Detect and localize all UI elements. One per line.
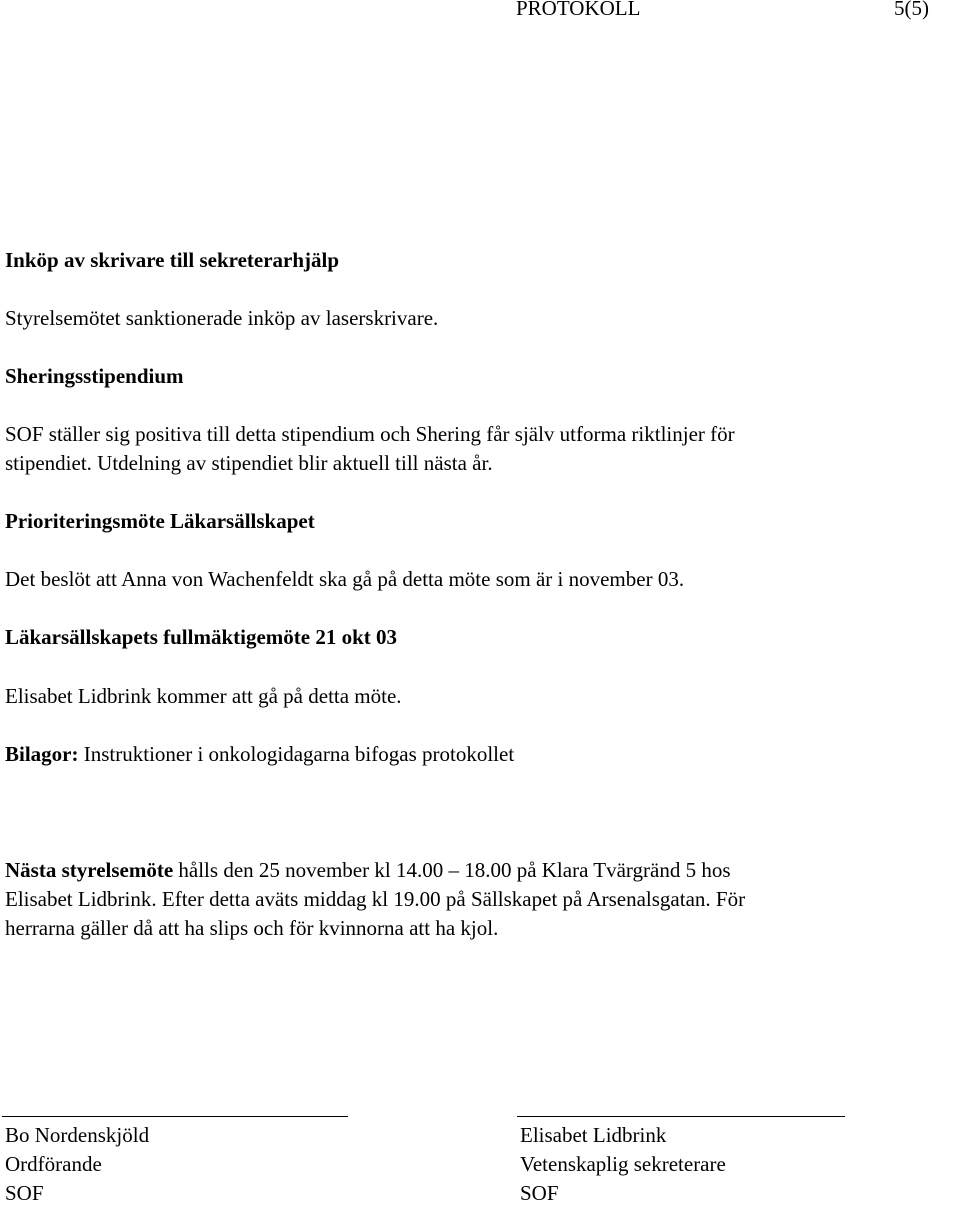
document-title: PROTOKOLL — [516, 0, 641, 20]
section-body-printer: Styrelsemötet sanktionerade inköp av laserskrivare. — [5, 306, 439, 330]
section-heading-priority: Prioriteringsmöte Läkarsällskapet — [5, 509, 315, 533]
attachments-line — [5, 744, 514, 765]
section-heading-shering: Sheringsstipendium — [5, 364, 184, 388]
next-meeting-line1 — [5, 860, 731, 881]
section-body-priority: Det beslöt att Anna von Wachenfeldt ska gå på detta möte som är i november 03. — [5, 567, 685, 591]
signature-right-name: Elisabet Lidbrink — [520, 1123, 667, 1147]
section-body-shering-line1: SOF ställer sig positiva till detta stipendium och Shering får själv utforma riktlinjer för — [5, 422, 735, 446]
section-body-shering-line2: stipendiet. Utdelning av stipendiet blir aktuell till nästa år. — [5, 451, 493, 475]
section-body-council: Elisabet Lidbrink kommer att gå på detta möte. — [5, 684, 402, 708]
signature-right-org: SOF — [520, 1181, 559, 1205]
section-heading-printer: Inköp av skrivare till sekreterarhjälp — [5, 248, 340, 272]
signature-left-name: Bo Nordenskjöld — [5, 1123, 150, 1147]
next-meeting-label: Nästa styrelsemöte — [5, 858, 174, 882]
signature-line-left — [2, 1116, 348, 1117]
signature-left-role: Ordförande — [5, 1152, 102, 1176]
page-number: 5(5) — [894, 0, 929, 20]
section-heading-council: Läkarsällskapets fullmäktigemöte 21 okt 03 — [5, 625, 398, 649]
next-meeting-line3: herrarna gäller då att ha slips och för kvinnorna att ha kjol. — [5, 916, 499, 940]
signature-right-role: Vetenskaplig sekreterare — [520, 1152, 726, 1176]
next-meeting-line2: Elisabet Lidbrink. Efter detta aväts middag kl 19.00 på Sällskapet på Arsenalsgatan. För — [5, 887, 746, 911]
signature-line-right — [517, 1116, 845, 1117]
attachments-label: Bilagor: — [5, 742, 79, 766]
attachments-text: Instruktioner i onkologidagarna bifogas protokollet — [78, 742, 515, 766]
next-meeting-line1-rest: hålls den 25 november kl 14.00 – 18.00 på Klara Tvärgränd 5 hos — [173, 858, 731, 882]
signature-left-org: SOF — [5, 1181, 44, 1205]
